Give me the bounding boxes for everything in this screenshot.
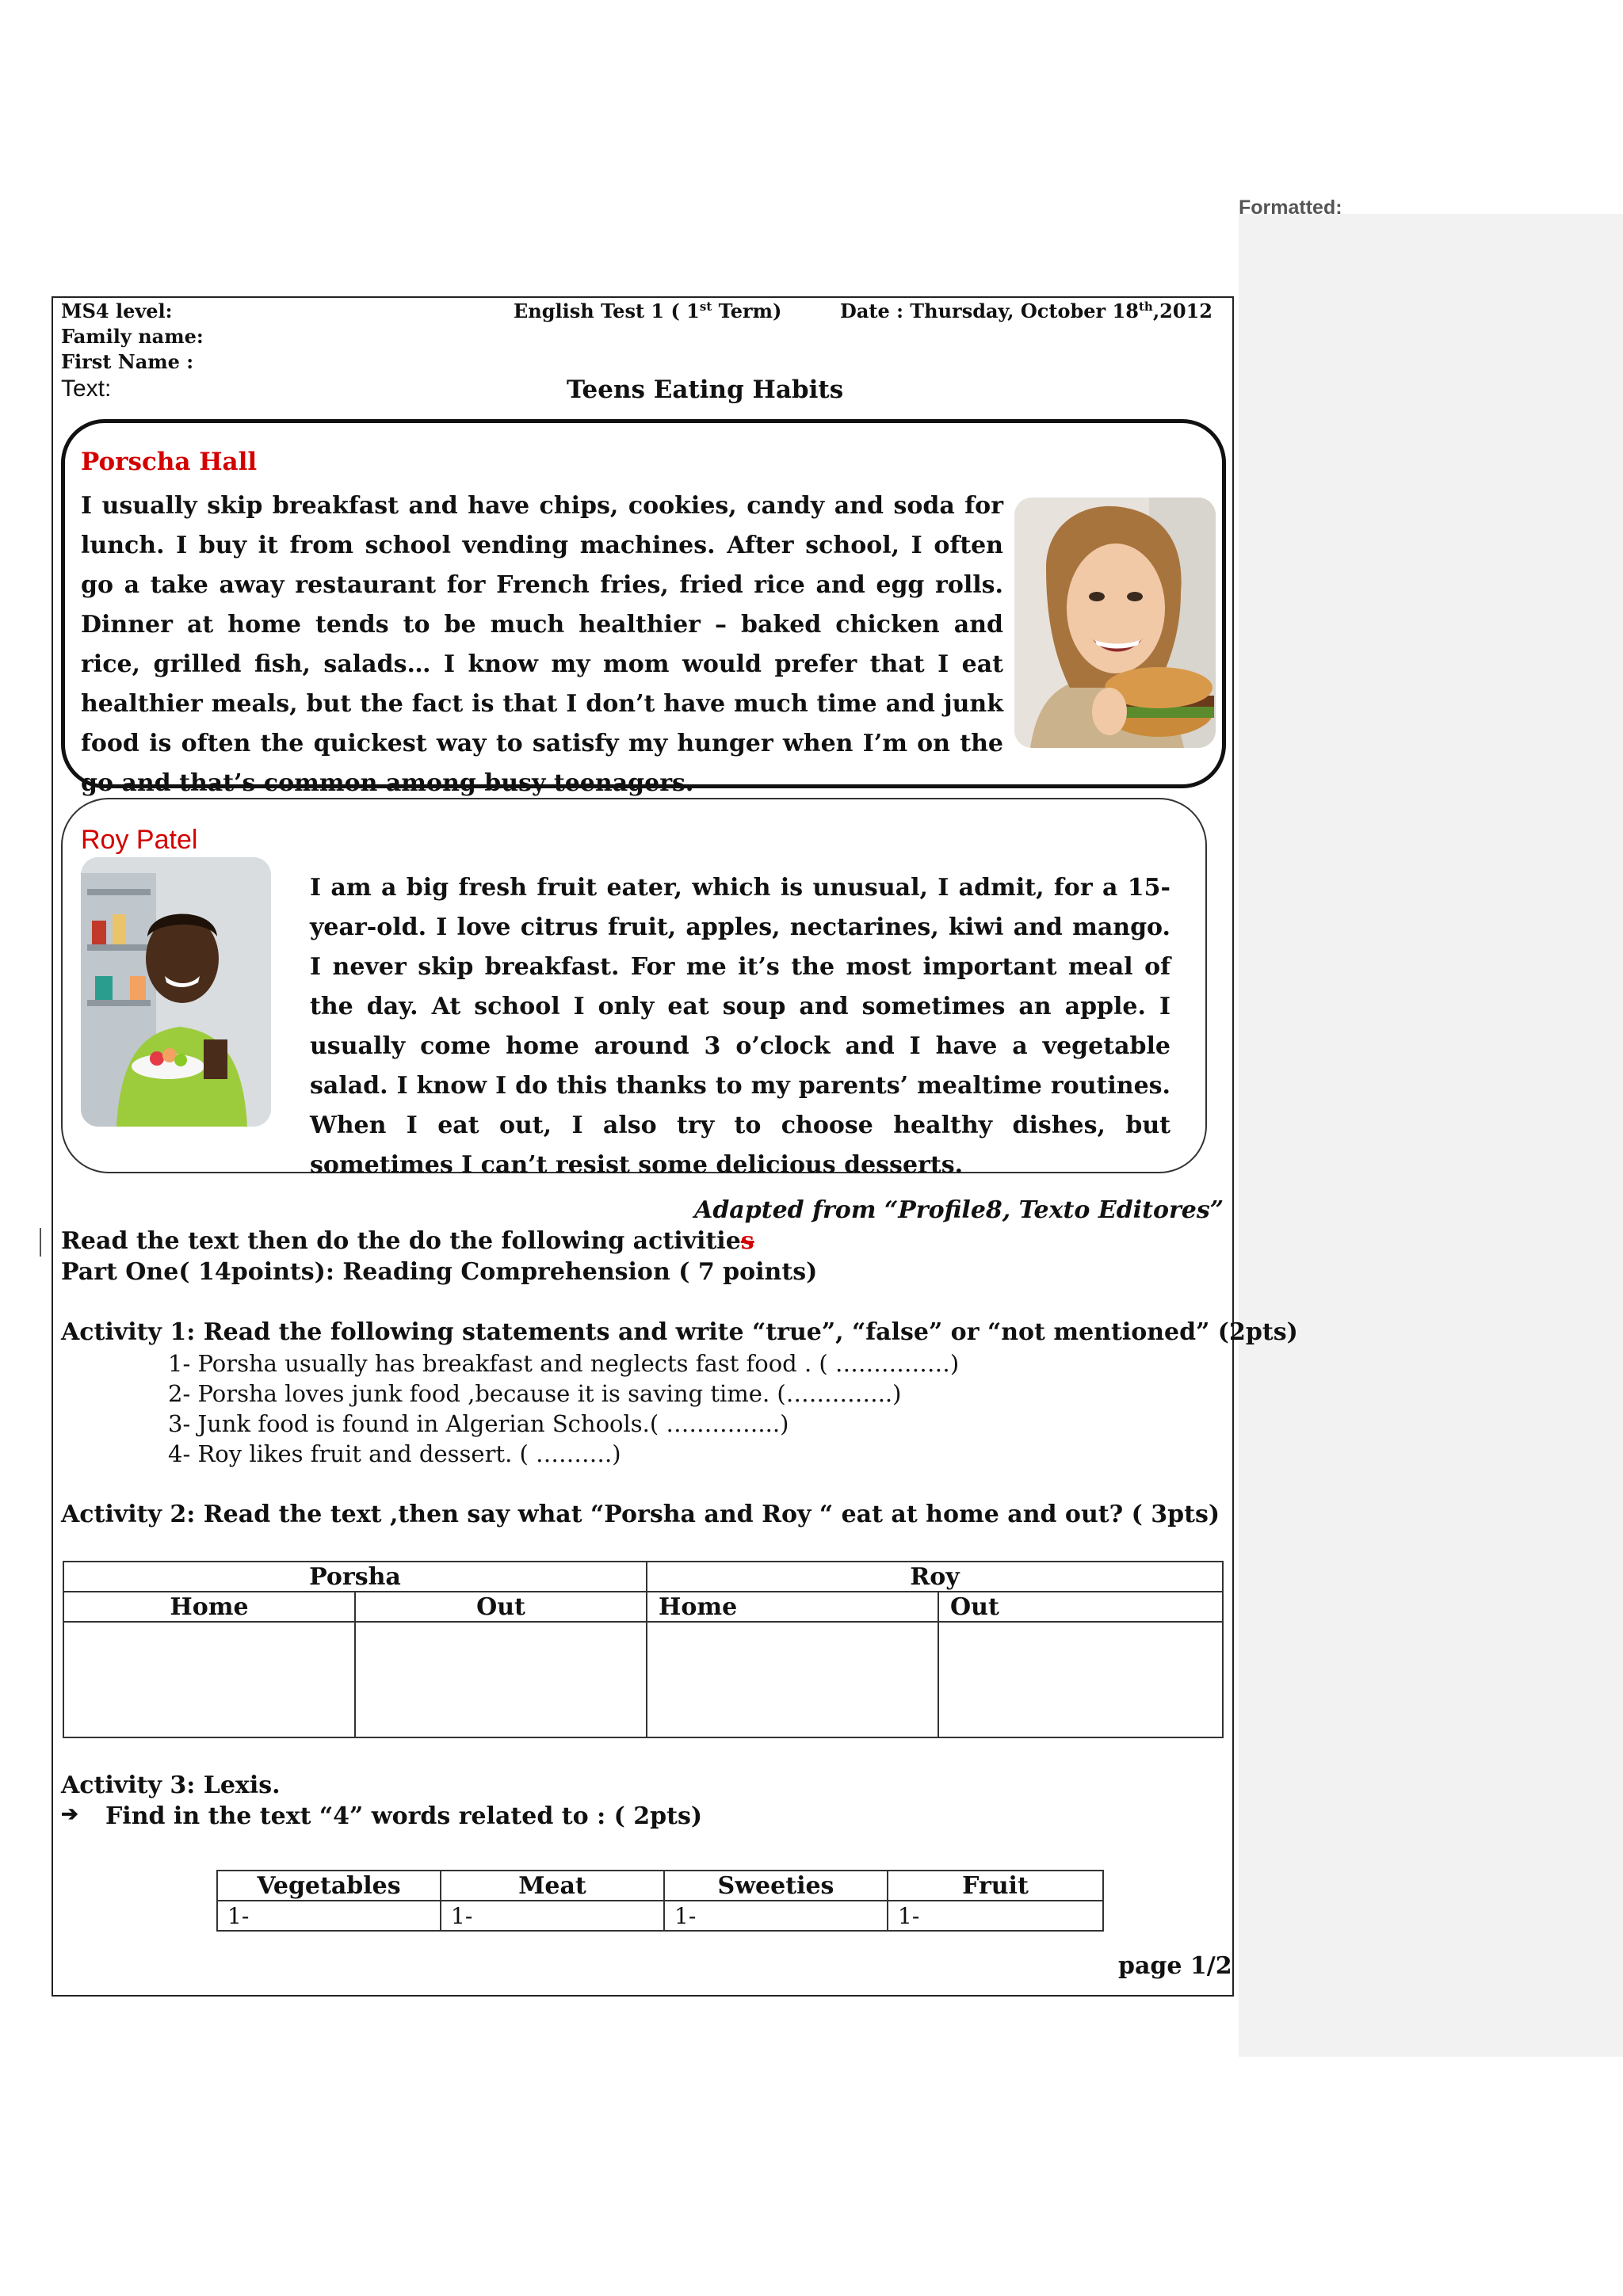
porsha-header: Porsha bbox=[63, 1562, 647, 1592]
roy-out-answer[interactable] bbox=[938, 1622, 1223, 1737]
porsha-out-answer[interactable] bbox=[355, 1622, 647, 1737]
page-number: page 1/2 bbox=[1118, 1952, 1232, 1980]
roy-home-header: Home bbox=[647, 1592, 938, 1622]
activity2-title: Activity 2: Read the text ,then say what “Porsha and Roy “ eat at home and out? ( 3pts) bbox=[61, 1501, 1220, 1528]
sweeties-header: Sweeties bbox=[664, 1871, 888, 1901]
text-label: Text: bbox=[61, 376, 112, 402]
roy-text: I am a big fresh fruit eater, which is unusual, I admit, for a 15-year-old. I love citrus fruit, apples, nectarines, kiwi and mango. I never skip breakfast. For me it’s the most important meal of the day. At school I only eat soup and sometimes an apple. I usually come home around 3 o’clock and I have a vegetable salad. I know I do this thanks to my parents’ mealtime routines. When I eat out, I also try to choose healthy dishes, but sometimes I can’t resist some delicious desserts. bbox=[310, 874, 1170, 1179]
activity1-title: Activity 1: Read the following statements and write “true”, “false” or “not mentioned” (2pts) bbox=[61, 1318, 1298, 1346]
activity3-instruction: Find in the text “4” words related to : ( 2pts) bbox=[105, 1802, 703, 1830]
revision-bar bbox=[40, 1228, 41, 1257]
roy-photo bbox=[81, 857, 271, 1127]
comment-pane bbox=[1239, 214, 1623, 2057]
porscha-photo bbox=[1014, 498, 1216, 748]
vegetables-header: Vegetables bbox=[217, 1871, 441, 1901]
text-title: Teens Eating Habits bbox=[567, 376, 844, 404]
roy-name: Roy Patel bbox=[81, 825, 198, 855]
porscha-text: I usually skip breakfast and have chips, cookies, candy and soda for lunch. I buy it from school vending machines. After school, I often go a take away restaurant for French fries, fried rice and egg rolls. Dinner at home tends to be much healthier – baked chicken and rice, grilled fish, salads… I know my mom would prefer that I eat healthier meals, but the fact is that I don’t have much time and junk food is often the quickest way to satisfy my hunger when I’m on the go and that’s common among busy teenagers. bbox=[81, 492, 1003, 797]
test-title: English Test 1 ( 1st Term) bbox=[514, 299, 782, 322]
activity1-item-4: 4- Roy likes fruit and dessert. ( ……….) bbox=[168, 1440, 621, 1467]
activity1-item-1: 1- Porsha usually has breakfast and neglects fast food . ( ……………) bbox=[168, 1350, 960, 1377]
activity1-item-3: 3- Junk food is found in Algerian Schools.( …………...) bbox=[168, 1410, 789, 1437]
porsha-home-header: Home bbox=[63, 1592, 355, 1622]
porsha-out-header: Out bbox=[355, 1592, 647, 1622]
level-label: MS4 level: bbox=[61, 299, 173, 322]
meat-header: Meat bbox=[441, 1871, 664, 1901]
part-one-title: Part One( 14points): Reading Comprehension ( 7 points) bbox=[61, 1258, 818, 1286]
roy-home-answer[interactable] bbox=[647, 1622, 938, 1737]
activity3-title: Activity 3: Lexis. bbox=[61, 1772, 281, 1799]
first-name-label: First Name : bbox=[61, 350, 194, 373]
source-credit: Adapted from “Profile8, Texto Editores” bbox=[694, 1196, 1224, 1224]
instructions-line: Read the text then do the do the following activities bbox=[61, 1227, 754, 1255]
activity3-table bbox=[216, 1870, 1104, 1932]
porscha-name: Porscha Hall bbox=[81, 448, 258, 476]
roy-out-header: Out bbox=[938, 1592, 1223, 1622]
test-date: Date : Thursday, October 18th,2012 bbox=[840, 299, 1212, 322]
family-name-label: Family name: bbox=[61, 325, 204, 348]
roy-header: Roy bbox=[647, 1562, 1223, 1592]
comment-pane-label: Formatted: bbox=[1239, 196, 1342, 219]
arrow-icon: ➔ bbox=[61, 1802, 78, 1826]
fruit-header: Fruit bbox=[888, 1871, 1103, 1901]
porsha-home-answer[interactable] bbox=[63, 1622, 355, 1737]
meat-cell[interactable]: 1- bbox=[441, 1901, 664, 1931]
fruit-cell[interactable]: 1- bbox=[888, 1901, 1103, 1931]
vegetables-cell[interactable]: 1- bbox=[217, 1901, 441, 1931]
sweeties-cell[interactable]: 1- bbox=[664, 1901, 888, 1931]
activity1-item-2: 2- Porsha loves junk food ,because it is saving time. (…………..) bbox=[168, 1380, 902, 1407]
activity2-table bbox=[63, 1561, 1224, 1738]
